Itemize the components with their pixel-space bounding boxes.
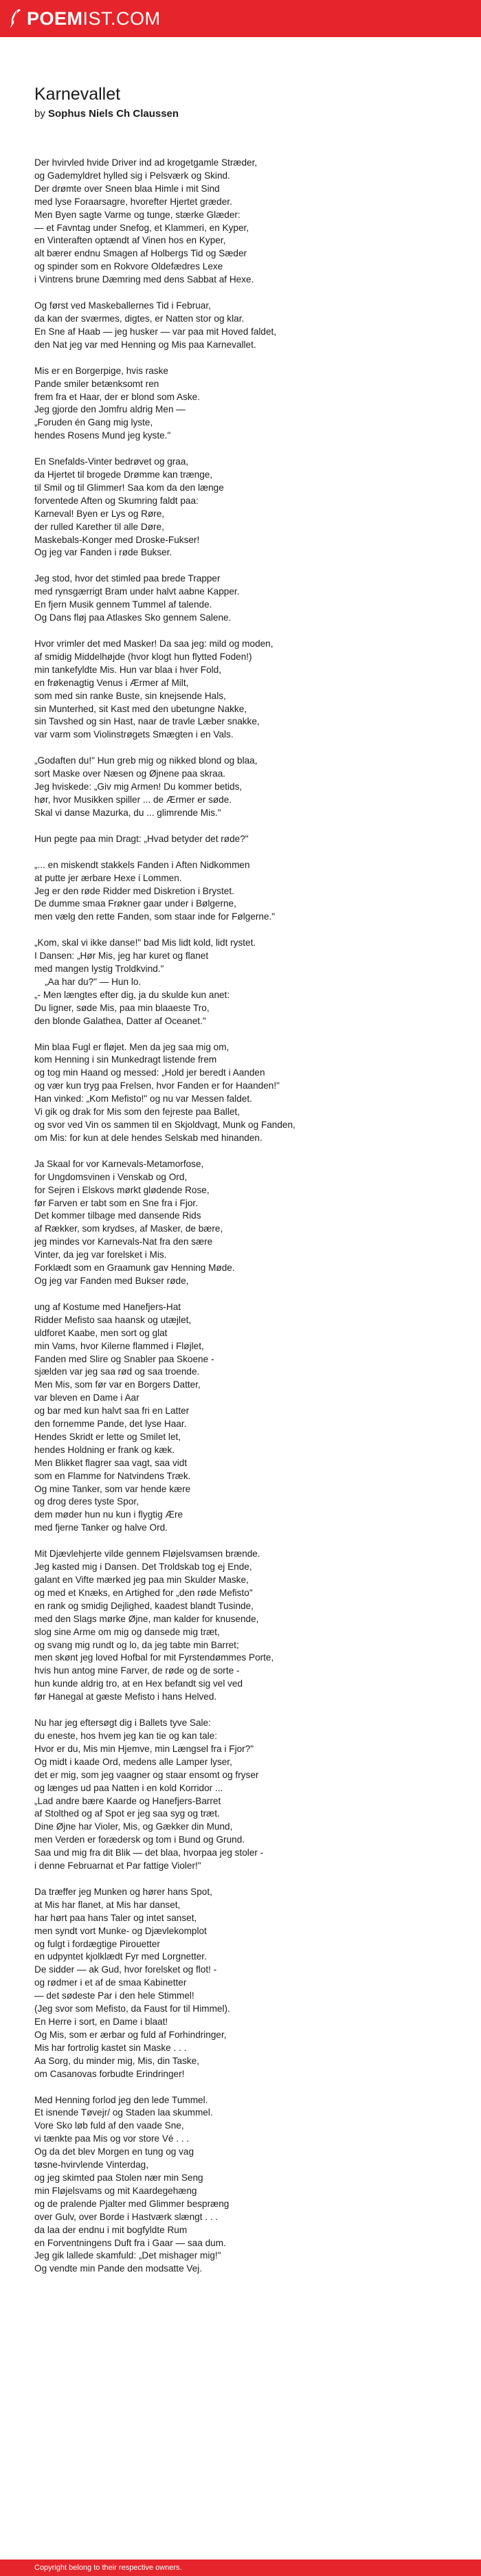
poem-line: en Vinteraften optændt af Vinen hos en Kyper, xyxy=(34,235,226,246)
poem-line: kom Henning i sin Munkedragt listende frem xyxy=(34,1054,217,1065)
poem-line: at putte jer ærbare Hexe i Lommen. xyxy=(34,872,182,883)
poem-line: min Vams, hvor Kilerne flammed i Fløjlet, xyxy=(34,1340,204,1351)
poem-line: ung af Kostume med Hanefjers-Hat xyxy=(34,1301,181,1312)
poem-line: du eneste, hos hvem jeg kan tie og kan tale: xyxy=(34,1730,218,1741)
stanza xyxy=(34,1301,447,1535)
poem-line: Hendes Skridt er lette og Smilet let, xyxy=(34,1431,181,1442)
poem-line: Nu har jeg eftersøgt dig i Ballets tyve Sale: xyxy=(34,1718,211,1729)
poem-line: og længes ud paa Natten i en kold Korridor ... xyxy=(34,1782,223,1793)
poem-line: Mis er en Borgerpige, hvis raske xyxy=(34,365,168,376)
poem-line: Maskebals-Konger med Droske-Fukser! xyxy=(34,534,200,545)
poem-line: med lyse Foraarsagre, hvorefter Hjertet græder. xyxy=(34,196,232,207)
poem-line: af Stolthed og af Spot er jeg saa syg og træt. xyxy=(34,1808,220,1819)
poem-line: „Kom, skal vi ikke danse!" bad Mis lidt kold, lidt rystet. xyxy=(34,937,256,948)
poem-line: og de pralende Pjalter med Glimmer bespræng xyxy=(34,2198,230,2209)
poem-line: da Hjertet til brogede Drømme kan trænge, xyxy=(34,469,213,480)
poem-line: slog sine Arme om mig og dansede mig træt, xyxy=(34,1626,220,1637)
poem-content xyxy=(34,84,447,2289)
poem-line: Men Blikket flagrer saa vagt, saa vidt xyxy=(34,1457,188,1468)
poem-body xyxy=(34,157,447,2276)
poem-line: men Verden er forædersk og tom i Bund og Grund. xyxy=(34,1834,245,1845)
poem-line: I Dansen: „Hør Mis, jeg har kuret og flanet xyxy=(34,951,209,962)
poem-line: Et isnende Tøvejr/ og Staden laa skummel. xyxy=(34,2107,213,2118)
poem-line: men vælg den rette Fanden, som staar inde for Følgerne." xyxy=(34,911,276,922)
poem-line: — det sødeste Par i den hele Stimmel! xyxy=(34,1990,194,2001)
poem-line: Hvor vrimler det med Masker! Da saa jeg: mild og moden, xyxy=(34,639,273,649)
poem-line: til Smil og til Glimmer! Saa kom da den længe xyxy=(34,482,224,493)
poem-line: Min blaa Fugl er fløjet. Men da jeg saa mig om, xyxy=(34,1041,230,1052)
poem-line: Men Byen sagte Varme og tunge, stærke Glæder: xyxy=(34,209,240,220)
stanza xyxy=(34,1886,447,2081)
stanza xyxy=(34,833,447,846)
poem-line: med rynsgærrigt Bram under halvt aabne Kapper. xyxy=(34,586,240,597)
poem-line: der rulled Karether til alle Døre, xyxy=(34,521,164,532)
poem-line: Men Mis, som før var en Borgers Datter, xyxy=(34,1379,201,1390)
stanza xyxy=(34,1717,447,1873)
poem-line: Og mine Tanker, som var hende kære xyxy=(34,1483,191,1494)
poem-line: Saa und mig fra dit Blik — det blaa, hvorpaa jeg stoler - xyxy=(34,1847,264,1858)
poem-line: med fjerne Tanker og halve Ord. xyxy=(34,1522,168,1533)
stanza xyxy=(34,1548,447,1704)
poem-line: En Sne af Haab — jeg husker — var paa mit Hoved faldet, xyxy=(34,326,277,337)
poem-line: De dumme smaa Frøkner gaar under i Bølgerne, xyxy=(34,898,236,909)
poem-line: og med et Knæks, en Artighed for „den røde Mefisto" xyxy=(34,1587,253,1598)
stanza xyxy=(34,1041,447,1145)
footer-copyright: Copyright belong to their respective owners. xyxy=(34,2564,182,2572)
poem-line: Skal vi danse Mazurka, du ... glimrende Mis." xyxy=(34,807,221,818)
poem-line: af smidig Middelhøjde (hvor klogt hun flytted Foden!) xyxy=(34,651,252,662)
poem-line: Karneval! Byen er Lys og Røre, xyxy=(34,508,165,519)
poem-line: Det kommer tilbage med dansende Rids xyxy=(34,1210,201,1221)
poem-line: Vi gik og drak for Mis som den fejreste paa Ballet, xyxy=(34,1107,240,1118)
poem-line: sin Munterhed, sit Kast med den ubetungne Nakke, xyxy=(34,703,247,714)
poem-line: tøsne-hvirvlende Vinterdag, xyxy=(34,2159,148,2170)
poem-line: den fornemme Pande, det lyse Haar. xyxy=(34,1419,187,1430)
poem-line: Fanden med Slire og Snabler paa Skoene - xyxy=(34,1353,214,1364)
footer-bar xyxy=(0,2560,481,2576)
poem-line: uldforet Kaabe, men sort og glat xyxy=(34,1327,168,1338)
poem-line: før Farven er tabt som en Sne fra i Fjor. xyxy=(34,1197,198,1208)
stanza xyxy=(34,1158,447,1288)
poem-line: en udpyntet kjolklædt Fyr med Lorgnetter. xyxy=(34,1951,207,1962)
poem-line: Jeg kasted mig i Dansen. Det Troldskab tog ej Ende, xyxy=(34,1562,252,1573)
poem-line: hendes Holdning er frank og kæk. xyxy=(34,1444,175,1455)
poem-line: med mangen lystig Troldkvind." xyxy=(34,964,164,975)
poem-line: og svang mig rundt og lo, da jeg tabte min Barret; xyxy=(34,1639,239,1650)
poem-line: (Jeg svor som Mefisto, da Faust for til Himmel). xyxy=(34,2003,230,2014)
poem-line: en frøkenagtig Venus i Ærmer af Milt, xyxy=(34,677,189,688)
poem-line: den Nat jeg var med Henning og Mis paa Karnevallet. xyxy=(34,339,256,350)
poem-line: Han vinked: „Kom Mefisto!" og nu var Messen faldet. xyxy=(34,1093,252,1104)
poem-line: men skønt jeg loved Hofbal for mit Fyrstendømmes Porte, xyxy=(34,1652,274,1663)
poem-line: og vær kun tryg paa Frelsen, hvor Fanden er for Haanden!" xyxy=(34,1080,280,1091)
poem-line: sort Maske over Næsen og Øjnene paa skraa. xyxy=(34,768,226,779)
poem-line: og drog deres tyste Spor, xyxy=(34,1496,139,1507)
poem-line: „- Men længtes efter dig, ja du skulde kun anet: xyxy=(34,989,230,1000)
poem-line: Jeg er den røde Ridder med Diskretion i Brystet. xyxy=(34,885,234,896)
poem-line: og bar med kun halvt saa fri en Latter xyxy=(34,1406,190,1417)
poem-line: af Rækker, som krydses, af Masker, de bære, xyxy=(34,1223,223,1234)
stanza xyxy=(34,755,447,820)
stanza xyxy=(34,573,447,625)
poem-line: og jeg skimted paa Stolen nær min Seng xyxy=(34,2172,203,2183)
poem-line: alt bærer endnu Smagen af Holbergs Tid og Sæder xyxy=(34,248,247,259)
poem-line: en Forventningens Duft fra i Gaar — saa dum. xyxy=(34,2237,226,2248)
poem-line: Dine Øjne har Violer, Mis, og Gækker din Mund, xyxy=(34,1821,233,1832)
stanza xyxy=(34,859,447,924)
poem-line: for Sejren i Elskovs mørkt glødende Rose, xyxy=(34,1184,210,1195)
poem-line: en rank og smidig Dejlighed, kaadest blandt Tusinde, xyxy=(34,1600,254,1611)
poem-line: og svor ved Vin os sammen til en Skjoldvagt, Munk og Fanden, xyxy=(34,1120,295,1130)
poem-line: Vinter, da jeg var forelsket i Mis. xyxy=(34,1250,167,1261)
poem-line: hvis hun antog mine Farver, de røde og de sorte - xyxy=(34,1665,240,1676)
author-link[interactable]: Sophus Niels Ch Claussen xyxy=(48,108,179,120)
poem-line: da laa der endnu i mit bogfyldte Rum xyxy=(34,2224,188,2235)
poem-line: Jeg stod, hvor det stimled paa brede Trapper xyxy=(34,573,221,584)
poem-line: Jeg gik lallede skamfuld: „Det mishager mig!" xyxy=(34,2250,221,2261)
poem-line: Da træffer jeg Munken og hører hans Spot, xyxy=(34,1886,212,1897)
poem-line: Vore Sko løb fuld af den vaade Sne, xyxy=(34,2120,184,2131)
poem-line: Ja Skaal for vor Karnevals-Metamorfose, xyxy=(34,1158,204,1169)
poem-line: Og Mis, som er ærbar og fuld af Forhindringer, xyxy=(34,2029,227,2040)
poem-line: den blonde Galathea, Datter af Oceanet." xyxy=(34,1015,206,1026)
poem-line: Hun pegte paa min Dragt: „Hvad betyder det røde?" xyxy=(34,833,249,844)
poem-line: En fjern Musik gennem Tummel af talende. xyxy=(34,599,212,610)
poem-line: Og midt i kaade Ord, medens alle Lamper lyser, xyxy=(34,1756,232,1767)
poem-line: sjælden var jeg saa rød og saa troende. xyxy=(34,1366,200,1377)
poem-line: hør, hvor Musikken spiller ... de Ærmer er søde. xyxy=(34,794,232,805)
poem-line: da kan der sværmes, digtes, er Natten stor og klar. xyxy=(34,313,245,324)
poem-line: min tankefyldte Mis. Hun var blaa i hver Fold, xyxy=(34,664,221,675)
poem-line: og rødmer i et af de smaa Kabinetter xyxy=(34,1977,187,1988)
poem-line: hun kunde aldrig tro, at en Hex befandt sig vel ved xyxy=(34,1678,243,1689)
site-logo-light: IST.COM xyxy=(82,8,161,29)
poem-line: over Gulv, over Borde i Hastværk slængt . . . xyxy=(34,2211,219,2222)
poem-line: Aa Sorg, du minder mig, Mis, din Taske, xyxy=(34,2055,200,2066)
site-logo-text xyxy=(27,8,161,30)
byline xyxy=(34,107,447,121)
poem-title: Karnevallet xyxy=(34,85,121,104)
poem-line: Forklædt som en Graamunk gav Henning Møde. xyxy=(34,1263,235,1274)
poem-line: Med Henning forlod jeg den lede Tummel. xyxy=(34,2094,208,2105)
poem-line: før Hanegal at gæste Mefisto i hans Helved. xyxy=(34,1691,217,1702)
quill-pen-icon xyxy=(8,8,23,29)
poem-line: Du ligner, søde Mis, paa min blaaeste Tro, xyxy=(34,1002,210,1013)
poem-line: Og jeg var Fanden med Bukser røde, xyxy=(34,1275,189,1286)
site-logo-bold: POEM xyxy=(27,8,83,29)
stanza xyxy=(34,638,447,742)
poem-line: — et Favntag under Snefog, et Klammeri, en Kyper, xyxy=(34,222,249,233)
poem-line: min Fløjelsvams og mit Kaardegehæng xyxy=(34,2185,197,2196)
stanza xyxy=(34,365,447,443)
poem-line: jeg mindes vor Karnevals-Nat fra den sære xyxy=(34,1236,213,1247)
poem-line: Og Dans fløj paa Atlaskes Sko gennem Salene. xyxy=(34,612,232,623)
poem-line: „Aa har du?" — Hun lo. xyxy=(34,976,142,987)
poem-line: med den Slags mørke Øjne, man kalder for knusende, xyxy=(34,1613,259,1624)
poem-line: har hørt paa hans Taler og intet sanset, xyxy=(34,1912,197,1923)
poem-line: En Snefalds-Vinter bedrøvet og graa, xyxy=(34,456,189,467)
stanza xyxy=(34,937,447,1028)
poem-line: Mit Djævlehjerte vilde gennem Fløjelsvamsen brænde. xyxy=(34,1548,260,1559)
poem-line: om Mis: for kun at dele hendes Selskab med hinanden. xyxy=(34,1132,262,1143)
stanza xyxy=(34,456,447,559)
stanza xyxy=(34,157,447,287)
poem-line: Hvor er du, Mis min Hjemve, min Længsel fra i Fjor?" xyxy=(34,1743,254,1754)
poem-line: Mis har fortrolig kastet sin Maske . . . xyxy=(34,2042,187,2053)
poem-line: Jeg hviskede: „Giv mig Armen! Du kommer betids, xyxy=(34,781,243,792)
poem-line: og Gademyldret hylled sig i Pelsværk og Skind. xyxy=(34,170,230,181)
poem-line: Og først ved Maskeballernes Tid i Februar, xyxy=(34,300,211,311)
poem-line: for Ungdomsvinen i Venskab og Ord, xyxy=(34,1171,188,1182)
poem-line: var varm som Violinstrøgets Smægten i en Vals. xyxy=(34,729,234,740)
by-label: by xyxy=(34,108,45,120)
poem-line: En Herre i sort, en Dame i blaat! xyxy=(34,2017,168,2027)
poem-line: Jeg gjorde den Jomfru aldrig Men — xyxy=(34,404,186,415)
poem-line: Der drømte over Sneen blaa Himle i mit Sind xyxy=(34,183,220,194)
poem-line: Der hvirvled hvide Driver ind ad krogetgamle Stræder, xyxy=(34,157,258,168)
poem-line: forventede Aften og Skumring faldt paa: xyxy=(34,495,199,506)
stanza xyxy=(34,2094,447,2276)
poem-line: Og da det blev Morgen en tung og vag xyxy=(34,2146,194,2157)
poem-line: Pande smiler betænksomt ren xyxy=(34,378,159,389)
poem-line: at Mis har flanet, at Mis har danset, xyxy=(34,1899,181,1910)
poem-line: „Lad andre bære Kaarde og Hanefjers-Barret xyxy=(34,1795,221,1806)
poem-line: om Casanovas forbudte Erindringer! xyxy=(34,2068,185,2079)
poem-line: men syndt vort Munke- og Djævlekomplot xyxy=(34,1925,207,1936)
poem-line: det er mig, som jeg vaagner og staar ensomt og fryser xyxy=(34,1769,259,1780)
poem-line: Ridder Mefisto saa haansk og utæjlet, xyxy=(34,1314,192,1325)
poem-line: „Foruden én Gang mig lyste, xyxy=(34,417,153,428)
poem-line: i Vintrens brune Dæmring med dens Sabbat af Hexe. xyxy=(34,274,254,285)
site-logo[interactable] xyxy=(8,8,161,30)
stanza xyxy=(34,300,447,352)
poem-line: dem møder hun nu kun i flygtig Ære xyxy=(34,1509,183,1520)
poem-line: frem fra et Haar, der er blond som Aske. xyxy=(34,391,201,402)
poem-line: galant en Vifte mærked jeg paa min Skulder Maske, xyxy=(34,1575,249,1585)
poem-line: Og jeg var Fanden i røde Bukser. xyxy=(34,547,172,558)
poem-line: hendes Rosens Mund jeg kyste." xyxy=(34,430,171,441)
poem-line: og fulgt i fordægtige Pirouetter xyxy=(34,1938,160,1949)
poem-line: i denne Februarnat et Par fattige Violer!" xyxy=(34,1861,201,1872)
poem-line: var bleven en Dame i Aar xyxy=(34,1392,139,1403)
top-bar xyxy=(0,0,481,37)
poem-line: som en Flamme for Natvindens Træk. xyxy=(34,1470,191,1481)
poem-line: Og vendte min Pande den modsatte Vej. xyxy=(34,2263,203,2274)
poem-line: sin Tavshed og sin Hast, naar de travle Læber snakke, xyxy=(34,716,260,727)
poem-line: som med sin ranke Buste, sin knejsende Hals, xyxy=(34,690,226,701)
poem-line: og spinder som en Rokvore Oldefædres Lexe xyxy=(34,261,223,272)
poem-line: og tog min Haand og messed: „Hold jer beredt i Aanden xyxy=(34,1067,265,1078)
poem-line: „... en miskendt stakkels Fanden i Aften Nidkommen xyxy=(34,859,250,870)
poem-line: „Godaften du!" Hun greb mig og nikked blond og blaa, xyxy=(34,755,258,766)
poem-line: De sidder — ak Gud, hvor forelsket og flot! - xyxy=(34,1964,217,1975)
poem-line: vi tænkte paa Mis og vor store Vé . . . xyxy=(34,2133,190,2144)
